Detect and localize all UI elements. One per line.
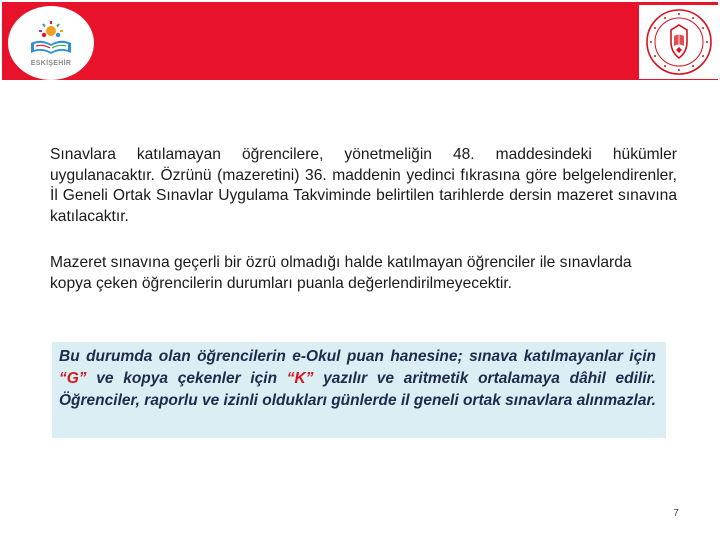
- note-text-part1: Bu durumda olan öğrencilerin e-Okul puan hanesine; sınava katılmayanlar için: [59, 348, 656, 365]
- note-text: [59, 346, 656, 412]
- eskisehir-logo: [8, 6, 94, 80]
- note-text-part2: ve kopya çekenler için: [86, 370, 287, 387]
- page-number: 7: [673, 508, 679, 519]
- paragraph-unexcused-absence: Mazeret sınavına geçerli bir özrü olmadığı halde katılmayan öğrenciler ile sınavlarda kopya çeken öğrencilerin durumları puanla değerlendirilmeyecektir.: [50, 254, 632, 292]
- code-k-label: “K”: [286, 370, 314, 387]
- paragraph-make-up-exam-rules: Sınavlara katılamayan öğrencilere, yönetmeliğin 48. maddesindeki hükümler uygulanacaktır. Özrünü (mazeretini) 36. maddenin yedinci fıkrasına göre belgelendirenler, İl Geneli Ortak Sınavlar Uygulama Takviminde belirtilen tarihlerde dersin mazeret sınavına katılacaktır.: [50, 146, 677, 225]
- logo-caption: ESKİŞEHİR: [30, 60, 72, 67]
- note-text-part3: yazılır ve aritmetik ortalamaya dâhil edilir. Öğrenciler, raporlu ve izinli oldukları günlerde il geneli ortak sınavlara alınmazlar.: [59, 370, 656, 409]
- header-banner: [2, 2, 718, 80]
- ministry-logo: [639, 5, 719, 79]
- open-book-emblem-icon: [25, 19, 77, 59]
- highlighted-note-box: [52, 342, 666, 438]
- ministry-seal-icon: [645, 8, 713, 76]
- code-g-label: “G”: [59, 370, 87, 387]
